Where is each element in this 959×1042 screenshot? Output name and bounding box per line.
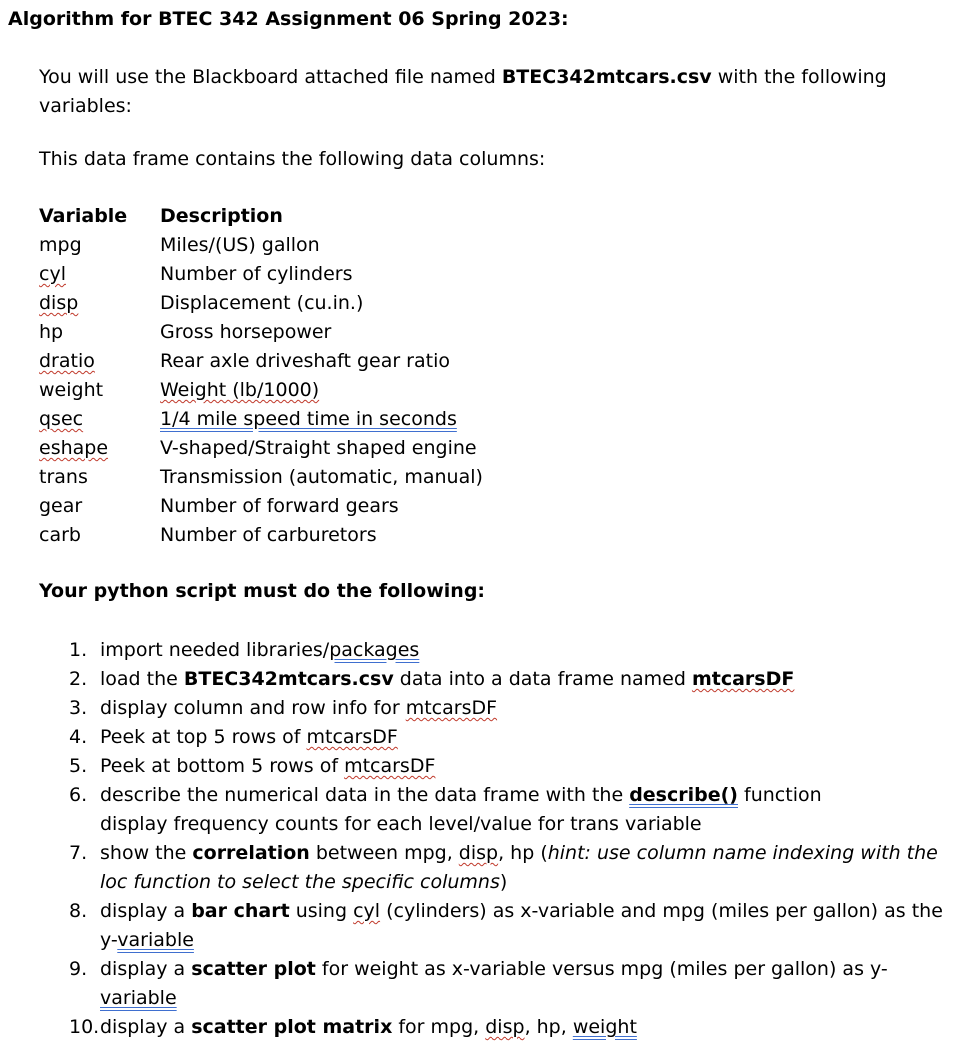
description-text: 1/4 mile speed time in seconds <box>160 408 457 430</box>
list-item <box>0 636 959 665</box>
variable-cell: gear <box>39 495 83 517</box>
description-cell: Number of carburetors <box>160 524 377 546</box>
step-number: 9. <box>69 958 88 980</box>
step-bold-text: scatter plot <box>191 958 316 980</box>
step-text: mtcarsDF <box>306 726 398 748</box>
variables-table <box>39 205 483 553</box>
step-text: variable <box>117 929 194 951</box>
step-number: 5. <box>69 755 88 777</box>
step-text: Peek at bottom 5 rows of <box>100 755 345 777</box>
step-text: (cylinders) as x-variable and mpg (miles per gallon) as the y- <box>100 900 943 951</box>
step-text: mtcarsDF <box>405 697 498 719</box>
list-item <box>0 897 959 955</box>
table-row <box>39 408 483 437</box>
variable-text: eshape <box>39 437 109 459</box>
table-row <box>39 466 483 495</box>
step-text: load the <box>100 668 184 690</box>
list-item <box>0 955 959 1013</box>
variable-cell: weight <box>39 379 104 401</box>
table-row <box>39 495 483 524</box>
step-text: packages <box>329 639 420 661</box>
intro-paragraph <box>39 63 939 121</box>
list-item <box>0 694 959 723</box>
step-text: display a <box>100 958 192 980</box>
data-frame-line: This data frame contains the following data columns: <box>39 148 546 170</box>
description-cell: Displacement (cu.in.) <box>160 292 364 314</box>
description-cell: Number of cylinders <box>160 263 353 285</box>
step-text: disp <box>485 1016 525 1038</box>
step-text: for weight as x-variable versus mpg (miles per gallon) as y- <box>315 958 888 980</box>
table-row <box>39 321 483 350</box>
step-text: cyl <box>353 900 381 922</box>
intro-text-1: You will use the Blackboard attached file named <box>39 66 502 88</box>
step-number: 8. <box>69 900 88 922</box>
variable-text: dratio <box>39 350 95 372</box>
description-cell: V-shaped/Straight shaped engine <box>160 437 477 459</box>
list-item <box>0 752 959 781</box>
description-cell <box>160 408 483 437</box>
variable-cell: hp <box>39 321 64 343</box>
step-italic-text: hint: use column name indexing with the loc function to select the specific columns <box>100 842 938 893</box>
variable-cell <box>39 350 160 379</box>
description-cell: Number of forward gears <box>160 495 399 517</box>
step-bold-text: BTEC342mtcars.csv <box>183 668 394 690</box>
description-cell: Miles/(US) gallon <box>160 234 320 256</box>
step-text: ) <box>499 871 508 893</box>
list-item <box>0 665 959 694</box>
variable-text: cyl <box>39 263 66 285</box>
step-number: 2. <box>69 668 88 690</box>
variable-cell: mpg <box>39 234 82 256</box>
table-row <box>39 437 483 466</box>
description-cell <box>160 379 483 408</box>
variable-text: qsec <box>39 408 84 430</box>
step-number: 1. <box>69 639 88 661</box>
step-text: describe the numerical data in the data frame with the <box>100 784 630 806</box>
step-bold-text: correlation <box>192 842 310 864</box>
step-number: 3. <box>69 697 88 719</box>
step-text: , hp, <box>524 1016 573 1038</box>
list-item <box>0 723 959 752</box>
variable-cell <box>39 263 160 292</box>
variable-cell <box>39 292 160 321</box>
variable-cell: carb <box>39 524 81 546</box>
step-text: display column and row info for <box>100 697 406 719</box>
step-text: function <box>737 784 822 806</box>
steps-list <box>0 636 959 1042</box>
step-number: 6. <box>69 784 88 806</box>
table-row <box>39 234 483 263</box>
step-text: import needed libraries/ <box>100 639 330 661</box>
description-text: Weight (lb/1000) <box>160 379 320 401</box>
step-number: 10. <box>69 1016 100 1038</box>
table-row <box>39 263 483 292</box>
description-cell: Gross horsepower <box>160 321 332 343</box>
step-text: display frequency counts for each level/value for trans variable <box>100 813 702 835</box>
table-row <box>39 350 483 379</box>
list-item <box>0 781 959 839</box>
step-text: display a <box>100 1016 192 1038</box>
step-text: variable <box>100 987 177 1009</box>
step-text: show the <box>100 842 193 864</box>
variable-cell <box>39 437 160 466</box>
step-text: data into a data frame named <box>393 668 692 690</box>
step-text: disp <box>458 842 499 864</box>
step-text: between mpg, <box>309 842 459 864</box>
table-row <box>39 379 483 408</box>
table-header-row <box>39 205 483 234</box>
description-cell: Rear axle driveshaft gear ratio <box>160 350 450 372</box>
description-cell: Transmission (automatic, manual) <box>160 466 483 488</box>
step-bold-text: scatter plot matrix <box>191 1016 393 1038</box>
step-text: mtcarsDF <box>344 755 436 777</box>
step-bold-text: bar chart <box>191 900 290 922</box>
step-text: weight <box>572 1016 637 1038</box>
step-text: for mpg, <box>392 1016 486 1038</box>
table-row <box>39 524 483 553</box>
step-bold-text: mtcarsDF <box>691 668 795 690</box>
step-bold-text: describe() <box>629 784 738 806</box>
list-item <box>0 839 959 897</box>
document-title: Algorithm for BTEC 342 Assignment 06 Spring 2023: <box>8 8 569 30</box>
variable-text: disp <box>39 292 79 314</box>
header-description: Description <box>160 205 283 227</box>
script-requirements-heading: Your python script must do the following: <box>39 580 486 602</box>
step-text: , hp ( <box>498 842 548 864</box>
step-text: display a <box>100 900 192 922</box>
variable-cell <box>39 408 160 437</box>
step-number: 7. <box>69 842 88 864</box>
step-number: 4. <box>69 726 88 748</box>
table-row <box>39 292 483 321</box>
step-text: Peek at top 5 rows of <box>100 726 307 748</box>
step-text: using <box>289 900 354 922</box>
header-variable: Variable <box>39 205 128 227</box>
intro-text-2: with the following variables: <box>39 66 887 117</box>
variable-cell: trans <box>39 466 88 488</box>
list-item <box>0 1013 959 1042</box>
intro-filename: BTEC342mtcars.csv <box>501 66 712 88</box>
